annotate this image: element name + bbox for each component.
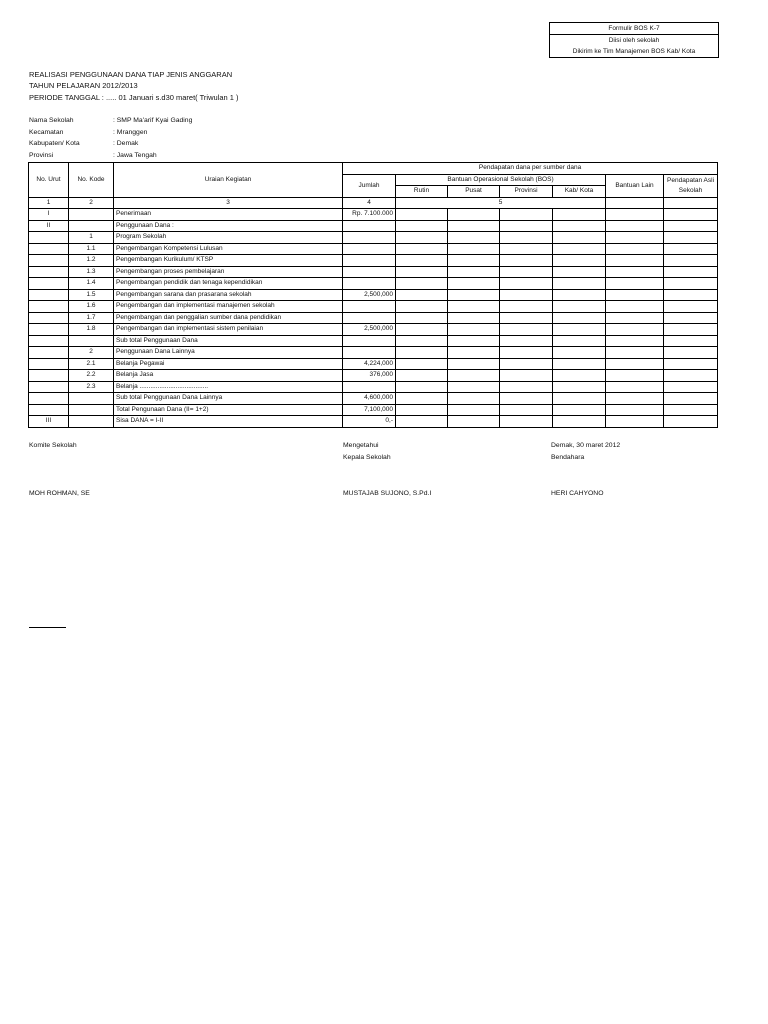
cell-kab-kota: [553, 220, 606, 232]
table-row: [29, 289, 718, 301]
cell-no-urut: [29, 289, 69, 301]
cell-uraian: Belanja Pegawai: [114, 358, 343, 370]
cell-no-kode: [69, 404, 114, 416]
meta-value: : SMP Ma'arif Kyai Gading: [113, 117, 193, 124]
cell-uraian: Total Pengunaan Dana (II= 1+2): [114, 404, 343, 416]
cell-no-urut: [29, 370, 69, 382]
cell-no-kode: 1.7: [69, 312, 114, 324]
cell-pendapatan-asli: [664, 324, 718, 336]
cell-jumlah: [343, 266, 396, 278]
form-code-box: [549, 22, 719, 58]
kepala-name: MUSTAJAB SUJONO, S.Pd.I: [343, 490, 432, 497]
cell-jumlah: 4,600,000: [343, 393, 396, 405]
cell-jumlah: [343, 232, 396, 244]
cell-jumlah: [343, 278, 396, 290]
cell-no-urut: I: [29, 209, 69, 221]
cell-uraian: Penggunaan Dana Lainnya: [114, 347, 343, 359]
table-row: [29, 209, 718, 221]
cell-rutin: [396, 301, 448, 313]
cell-jumlah: [343, 220, 396, 232]
header-uraian: Uraian Kegiatan: [114, 163, 343, 198]
cell-no-urut: III: [29, 416, 69, 428]
cell-provinsi: [500, 358, 553, 370]
cell-jumlah: [343, 301, 396, 313]
cell-jumlah: 2,500,000: [343, 324, 396, 336]
cell-pendapatan-asli: [664, 347, 718, 359]
cell-uraian: Pengembangan dan implementasi sistem penilaian: [114, 324, 343, 336]
header-kab-kota: Kab/ Kota: [553, 186, 606, 198]
province-row: [29, 150, 192, 162]
col-number: 2: [69, 197, 114, 209]
cell-uraian: Sub total Penggunaan Dana: [114, 335, 343, 347]
meta-label: Nama Sekolah: [29, 117, 74, 124]
header-pendapatan: Pendapatan dana per sumber dana: [343, 163, 718, 175]
cell-rutin: [396, 370, 448, 382]
cell-kab-kota: [553, 266, 606, 278]
cell-pendapatan-asli: [664, 301, 718, 313]
cell-uraian: Sub total Penggunaan Dana Lainnya: [114, 393, 343, 405]
cell-pendapatan-asli: [664, 416, 718, 428]
cell-no-kode: [69, 209, 114, 221]
cell-bantuan-lain: [606, 312, 664, 324]
cell-pusat: [448, 232, 500, 244]
cell-rutin: [396, 358, 448, 370]
cell-bantuan-lain: [606, 209, 664, 221]
cell-pendapatan-asli: [664, 266, 718, 278]
cell-jumlah: [343, 312, 396, 324]
cell-bantuan-lain: [606, 220, 664, 232]
cell-uraian: Pengembangan sarana dan prasarana sekolah: [114, 289, 343, 301]
cell-pendapatan-asli: [664, 335, 718, 347]
cell-pendapatan-asli: [664, 289, 718, 301]
form-filled-by: Diisi oleh sekolah: [608, 37, 660, 44]
cell-no-kode: 1.3: [69, 266, 114, 278]
cell-provinsi: [500, 370, 553, 382]
col-number: 1: [29, 197, 69, 209]
table-row: [29, 370, 718, 382]
cell-bantuan-lain: [606, 255, 664, 267]
report-year: TAHUN PELAJARAN 2012/2013: [29, 81, 138, 90]
cell-pendapatan-asli: [664, 404, 718, 416]
footer-rule: [29, 627, 66, 628]
table-row: [29, 404, 718, 416]
cell-pusat: [448, 209, 500, 221]
cell-bantuan-lain: [606, 347, 664, 359]
cell-provinsi: [500, 278, 553, 290]
cell-pusat: [448, 255, 500, 267]
cell-kab-kota: [553, 255, 606, 267]
cell-no-urut: [29, 301, 69, 313]
cell-pendapatan-asli: [664, 358, 718, 370]
cell-rutin: [396, 289, 448, 301]
school-name-row: [29, 115, 192, 127]
cell-provinsi: [500, 289, 553, 301]
table-row: [29, 393, 718, 405]
cell-rutin: [396, 209, 448, 221]
cell-no-kode: 1.5: [69, 289, 114, 301]
meta-label: Provinsi: [29, 151, 54, 159]
cell-rutin: [396, 312, 448, 324]
cell-uraian: Penerimaan: [114, 209, 343, 221]
cell-pusat: [448, 243, 500, 255]
cell-pendapatan-asli: [664, 255, 718, 267]
cell-bantuan-lain: [606, 278, 664, 290]
cell-pendapatan-asli: [664, 243, 718, 255]
cell-no-urut: [29, 324, 69, 336]
cell-no-kode: 2.1: [69, 358, 114, 370]
bendahara-name: HERI CAHYONO: [551, 490, 604, 497]
cell-uraian: Pengembangan pendidik dan tenaga kependidikan: [114, 278, 343, 290]
place-date: Demak, 30 maret 2012: [551, 442, 621, 449]
cell-uraian: Belanja ......................................: [114, 381, 343, 393]
header-jumlah: Jumlah: [343, 174, 396, 197]
cell-provinsi: [500, 255, 553, 267]
cell-pusat: [448, 393, 500, 405]
cell-pendapatan-asli: [664, 393, 718, 405]
cell-kab-kota: [553, 358, 606, 370]
cell-no-kode: 2.2: [69, 370, 114, 382]
cell-pusat: [448, 335, 500, 347]
table-row: [29, 266, 718, 278]
cell-uraian: Pengembangan dan penggalian sumber dana pendidikan: [114, 312, 343, 324]
school-info: [29, 115, 192, 161]
cell-provinsi: [500, 243, 553, 255]
cell-no-urut: [29, 266, 69, 278]
cell-bantuan-lain: [606, 416, 664, 428]
cell-no-urut: [29, 232, 69, 244]
cell-rutin: [396, 255, 448, 267]
cell-provinsi: [500, 301, 553, 313]
header-no-kode: No. Kode: [69, 163, 114, 198]
cell-jumlah: Rp. 7.100.000: [343, 209, 396, 221]
cell-kab-kota: [553, 335, 606, 347]
cell-bantuan-lain: [606, 404, 664, 416]
cell-kab-kota: [553, 381, 606, 393]
komite-title: Komite Sekolah: [29, 442, 77, 449]
cell-kab-kota: [553, 404, 606, 416]
cell-no-kode: [69, 393, 114, 405]
cell-rutin: [396, 266, 448, 278]
cell-uraian: Pengembangan Kurikulum/ KTSP: [114, 255, 343, 267]
col-number: 4: [343, 197, 396, 209]
cell-bantuan-lain: [606, 301, 664, 313]
cell-jumlah: [343, 243, 396, 255]
cell-bantuan-lain: [606, 243, 664, 255]
table-row: [29, 220, 718, 232]
cell-provinsi: [500, 266, 553, 278]
cell-pusat: [448, 370, 500, 382]
cell-provinsi: [500, 335, 553, 347]
report-title: REALISASI PENGGUNAAN DANA TIAP JENIS ANGGARAN: [29, 70, 233, 79]
cell-pusat: [448, 220, 500, 232]
district-row: [29, 127, 192, 139]
cell-pendapatan-asli: [664, 220, 718, 232]
cell-pusat: [448, 278, 500, 290]
cell-bantuan-lain: [606, 358, 664, 370]
cell-pusat: [448, 301, 500, 313]
cell-bantuan-lain: [606, 370, 664, 382]
cell-bantuan-lain: [606, 381, 664, 393]
cell-provinsi: [500, 312, 553, 324]
table-row: [29, 416, 718, 428]
cell-kab-kota: [553, 232, 606, 244]
header-rutin: Rutin: [396, 186, 448, 198]
cell-kab-kota: [553, 347, 606, 359]
cell-jumlah: [343, 381, 396, 393]
cell-rutin: [396, 393, 448, 405]
cell-rutin: [396, 404, 448, 416]
cell-no-kode: [69, 335, 114, 347]
table-row: [29, 255, 718, 267]
cell-kab-kota: [553, 289, 606, 301]
cell-no-kode: 2.3: [69, 381, 114, 393]
cell-no-urut: [29, 358, 69, 370]
mengetahui-label: Mengetahui: [343, 442, 379, 449]
cell-kab-kota: [553, 301, 606, 313]
cell-uraian: Sisa DANA = I-II: [114, 416, 343, 428]
cell-pusat: [448, 416, 500, 428]
col-number-empty: [664, 197, 718, 209]
report-period: PERIODE TANGGAL : ..... 01 Januari s.d30 maret( Triwulan 1 ): [29, 93, 239, 102]
meta-value: : Mranggen: [113, 128, 148, 136]
cell-uraian: Pengembangan Kompetensi Lulusan: [114, 243, 343, 255]
cell-no-urut: [29, 393, 69, 405]
cell-uraian: Belanja Jasa: [114, 370, 343, 382]
cell-bantuan-lain: [606, 393, 664, 405]
cell-uraian: Pengembangan dan implementasi manajemen sekolah: [114, 301, 343, 313]
cell-pendapatan-asli: [664, 232, 718, 244]
regency-row: [29, 138, 192, 150]
header-bos: Bantuan Operasional Sekolah (BOS): [396, 174, 606, 186]
cell-rutin: [396, 347, 448, 359]
col-number-empty: [606, 197, 664, 209]
cell-pusat: [448, 358, 500, 370]
table-row: [29, 232, 718, 244]
cell-provinsi: [500, 393, 553, 405]
col-number: 3: [114, 197, 343, 209]
table-row: [29, 243, 718, 255]
table-body: [29, 209, 718, 428]
cell-provinsi: [500, 209, 553, 221]
form-sent-to: Dikirim ke Tim Manajemen BOS Kab/ Kota: [572, 48, 696, 55]
header-provinsi: Provinsi: [500, 186, 553, 198]
cell-provinsi: [500, 232, 553, 244]
cell-kab-kota: [553, 278, 606, 290]
cell-bantuan-lain: [606, 232, 664, 244]
komite-name: MOH ROHMAN, SE: [29, 490, 90, 497]
cell-uraian: Penggunaan Dana :: [114, 220, 343, 232]
cell-pusat: [448, 347, 500, 359]
cell-no-urut: [29, 255, 69, 267]
meta-value: : Jawa Tengah: [113, 151, 157, 159]
cell-kab-kota: [553, 243, 606, 255]
cell-provinsi: [500, 347, 553, 359]
cell-pusat: [448, 404, 500, 416]
table-row: [29, 358, 718, 370]
cell-kab-kota: [553, 324, 606, 336]
meta-label: Kabupaten/ Kota: [29, 140, 80, 147]
cell-rutin: [396, 232, 448, 244]
cell-bantuan-lain: [606, 289, 664, 301]
cell-kab-kota: [553, 209, 606, 221]
cell-no-kode: 2: [69, 347, 114, 359]
cell-rutin: [396, 278, 448, 290]
header-pusat: Pusat: [448, 186, 500, 198]
cell-jumlah: 2,500,000: [343, 289, 396, 301]
table-row: [29, 324, 718, 336]
cell-pendapatan-asli: [664, 312, 718, 324]
table-row: [29, 301, 718, 313]
header-bantuan-lain: Bantuan Lain: [606, 174, 664, 197]
cell-jumlah: 7,100,000: [343, 404, 396, 416]
cell-pendapatan-asli: [664, 381, 718, 393]
cell-no-urut: [29, 335, 69, 347]
cell-pusat: [448, 312, 500, 324]
cell-no-urut: [29, 347, 69, 359]
form-code: Formulir BOS K-7: [550, 23, 718, 35]
cell-jumlah: [343, 347, 396, 359]
cell-rutin: [396, 416, 448, 428]
cell-no-kode: 1.1: [69, 243, 114, 255]
cell-provinsi: [500, 381, 553, 393]
cell-rutin: [396, 335, 448, 347]
cell-pendapatan-asli: [664, 370, 718, 382]
table-row: [29, 312, 718, 324]
cell-no-kode: 1.2: [69, 255, 114, 267]
cell-rutin: [396, 381, 448, 393]
cell-pusat: [448, 381, 500, 393]
cell-kab-kota: [553, 370, 606, 382]
cell-provinsi: [500, 416, 553, 428]
cell-no-urut: [29, 312, 69, 324]
cell-no-kode: 1.6: [69, 301, 114, 313]
cell-no-urut: [29, 381, 69, 393]
cell-provinsi: [500, 324, 553, 336]
cell-rutin: [396, 243, 448, 255]
cell-pusat: [448, 324, 500, 336]
cell-kab-kota: [553, 393, 606, 405]
kepala-title: Kepala Sekolah: [343, 454, 391, 461]
table-row: [29, 278, 718, 290]
meta-label: Kecamatan: [29, 128, 64, 136]
cell-no-urut: II: [29, 220, 69, 232]
cell-jumlah: [343, 335, 396, 347]
cell-no-urut: [29, 278, 69, 290]
cell-uraian: Program Sekolah: [114, 232, 343, 244]
bendahara-title: Bendahara: [551, 454, 585, 461]
cell-pendapatan-asli: [664, 209, 718, 221]
cell-uraian: Pengembangan proses pembelajaran: [114, 266, 343, 278]
meta-value: : Demak: [113, 140, 139, 147]
cell-no-urut: [29, 404, 69, 416]
cell-kab-kota: [553, 312, 606, 324]
cell-jumlah: 376,000: [343, 370, 396, 382]
cell-jumlah: 4,224,000: [343, 358, 396, 370]
header-pendapatan-asli: Pendapatan Asli Sekolah: [664, 174, 718, 197]
cell-provinsi: [500, 404, 553, 416]
cell-jumlah: 0,-: [343, 416, 396, 428]
table-row: [29, 347, 718, 359]
cell-bantuan-lain: [606, 335, 664, 347]
cell-pusat: [448, 266, 500, 278]
cell-rutin: [396, 324, 448, 336]
header-no-urut: No. Urut: [29, 163, 69, 198]
cell-no-kode: 1.4: [69, 278, 114, 290]
cell-pusat: [448, 289, 500, 301]
cell-no-kode: 1: [69, 232, 114, 244]
cell-no-kode: 1.8: [69, 324, 114, 336]
cell-rutin: [396, 220, 448, 232]
cell-no-kode: [69, 416, 114, 428]
cell-jumlah: [343, 255, 396, 267]
cell-no-urut: [29, 243, 69, 255]
cell-bantuan-lain: [606, 324, 664, 336]
cell-kab-kota: [553, 416, 606, 428]
cell-provinsi: [500, 220, 553, 232]
budget-realization-table: [28, 162, 718, 428]
cell-pendapatan-asli: [664, 278, 718, 290]
cell-no-kode: [69, 220, 114, 232]
cell-bantuan-lain: [606, 266, 664, 278]
table-row: [29, 335, 718, 347]
col-number: 5: [396, 197, 606, 209]
table-row: [29, 381, 718, 393]
